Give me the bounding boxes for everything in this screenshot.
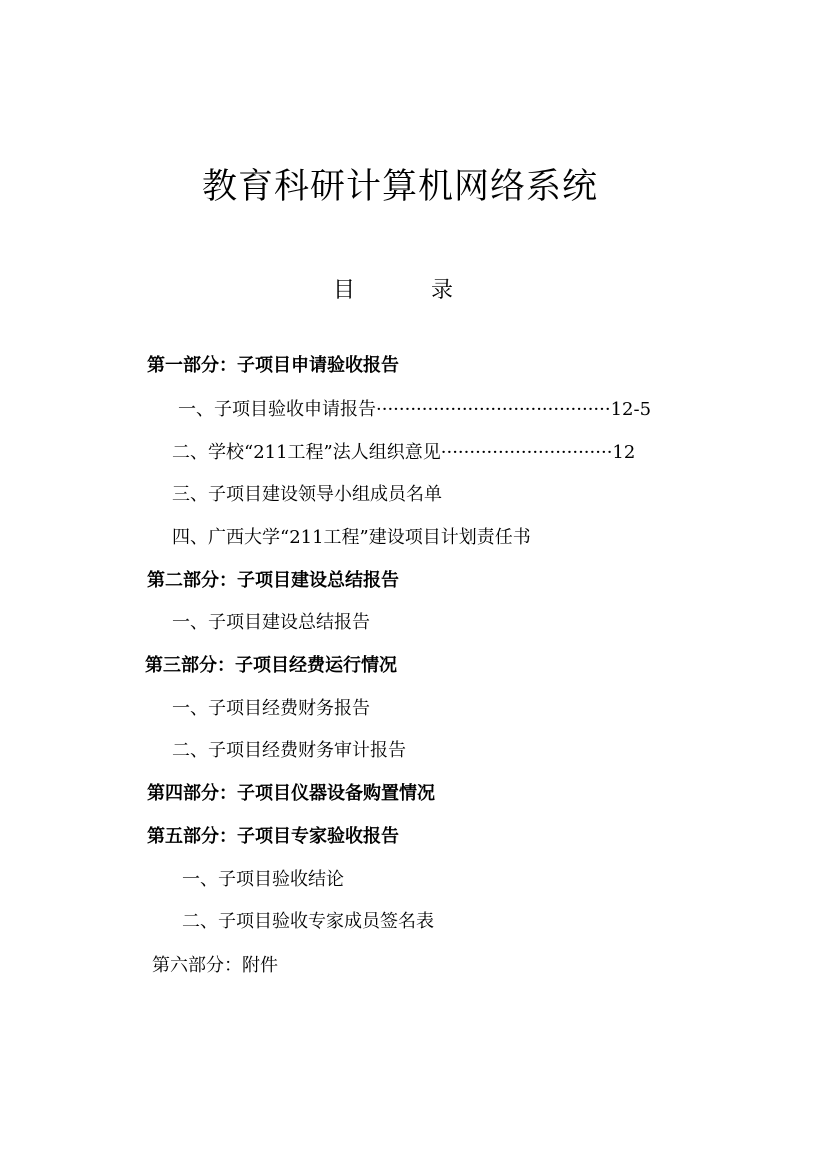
toc-heading-char-2: 录 xyxy=(431,278,454,303)
toc-entry: 二、子项目验收专家成员签名表 xyxy=(182,911,434,932)
toc-entry: 四、广西大学“211工程”建设项目计划责任书 xyxy=(172,527,531,548)
toc-entry: 一、子项目验收结论 xyxy=(182,869,344,890)
toc-entry-text: 一、子项目验收申请报告 xyxy=(178,399,376,420)
toc-part-2: 第二部分：子项目建设总结报告 xyxy=(147,570,399,591)
document-title: 教育科研计算机网络系统 xyxy=(201,167,598,207)
toc-page-number: 12 xyxy=(612,442,636,463)
toc-part-1: 第一部分：子项目申请验收报告 xyxy=(147,355,399,376)
toc-heading xyxy=(333,276,453,306)
toc-entry: 一、子项目建设总结报告 xyxy=(172,612,370,633)
toc-part-3: 第三部分：子项目经费运行情况 xyxy=(145,655,397,676)
toc-leader-dots: ········································· xyxy=(376,399,611,420)
toc-entry xyxy=(178,398,651,422)
toc-part-5: 第五部分：子项目专家验收报告 xyxy=(147,826,399,847)
toc-page-number: 12-5 xyxy=(610,399,652,420)
toc-entry: 一、子项目经费财务报告 xyxy=(172,698,370,719)
toc-leader-dots: ······························ xyxy=(440,442,613,463)
toc-entry: 三、子项目建设领导小组成员名单 xyxy=(172,484,442,505)
toc-heading-char-1: 目 xyxy=(333,278,356,303)
toc-part-6: 第六部分：附件 xyxy=(152,955,278,976)
toc-entry xyxy=(172,441,635,465)
toc-part-4: 第四部分：子项目仪器设备购置情况 xyxy=(147,783,435,804)
toc-entry: 二、子项目经费财务审计报告 xyxy=(172,740,406,761)
toc-entry-text: 二、学校“211工程”法人组织意见 xyxy=(172,442,441,463)
